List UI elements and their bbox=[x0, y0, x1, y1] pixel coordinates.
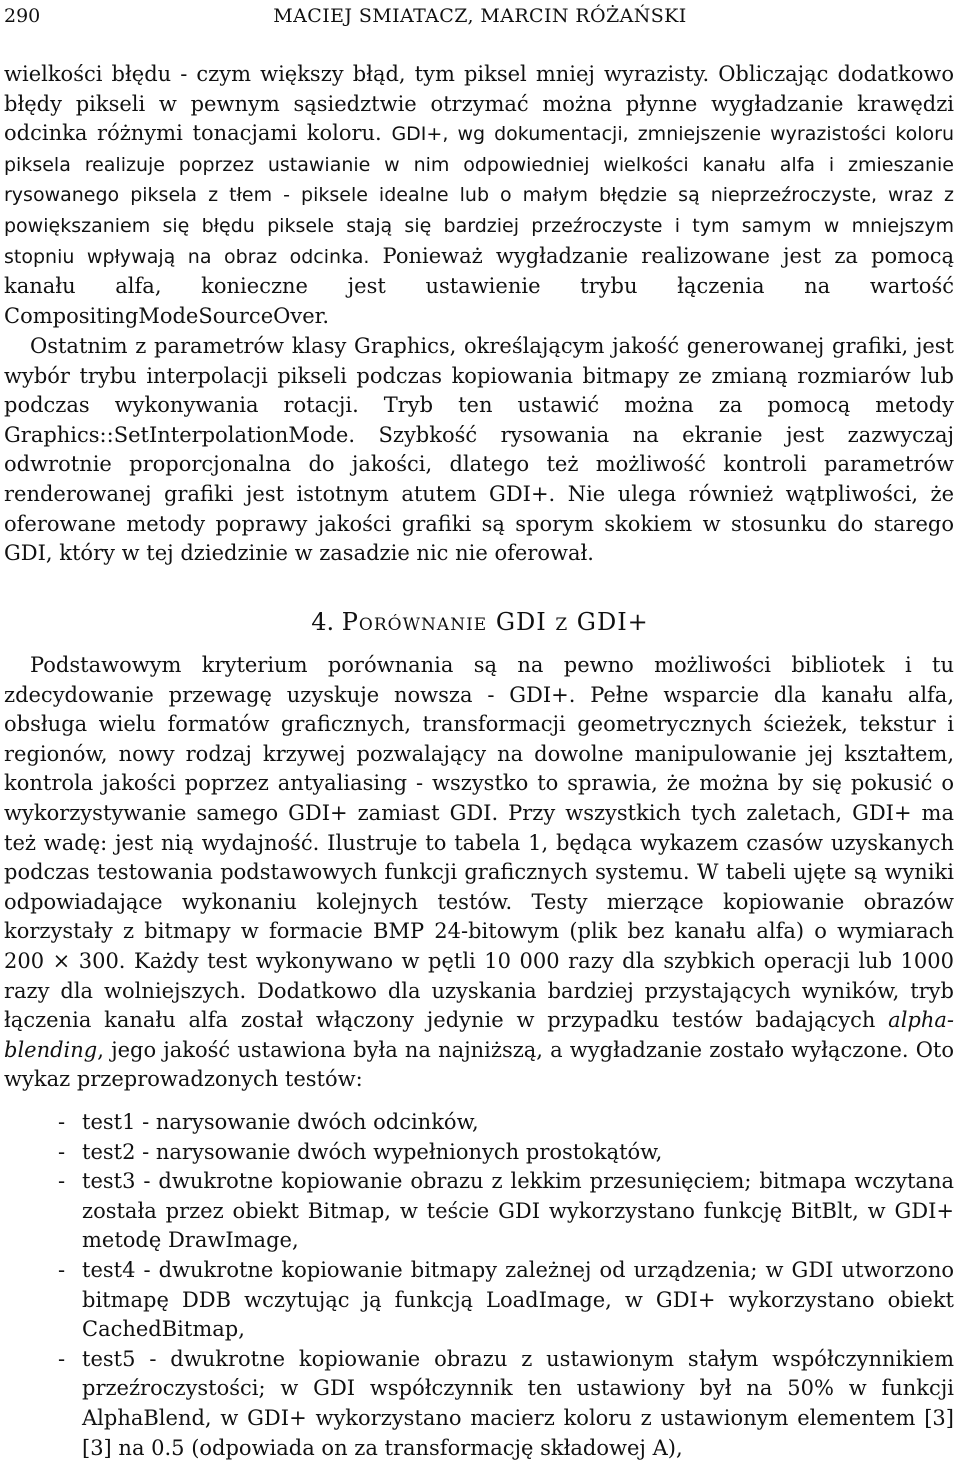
list-item bbox=[0, 1345, 960, 1463]
list-dash: - bbox=[58, 1139, 66, 1164]
list-item bbox=[0, 1167, 960, 1256]
paragraph-text: wielkości błędu - czym większy błąd, tym piksel mniej wyrazisty. Obliczając dodatkowo błędy pikseli w pewnym sąsiedztwie otrzymać można płynne wygładzanie krawędzi odcinka różnymi tonacjami koloru. bbox=[4, 62, 954, 146]
list-dash: - bbox=[58, 1110, 66, 1134]
list-item-text: test5 - dwukrotne kopiowanie obrazu z ustawionym stałym współczynnikiem przeźroczystości; w GDI współczynnik ten ustawiony był na 50% w funkcji AlphaBlend, w GDI+ wykorzystano macierz koloru z ustawionym elementem [3][3] na 0.5 (odpowiada on za transformację składowej A), bbox=[82, 1346, 954, 1460]
test-list bbox=[0, 1108, 960, 1463]
section-heading bbox=[0, 607, 960, 637]
list-item-text: test3 - dwukrotne kopiowanie obrazu z lekkim przesunięciem; bitmapa wczytana została przez obiekt Bitmap, w teście GDI wykorzystano funkcję BitBlt, w GDI+ metodę DrawImage, bbox=[82, 1169, 954, 1253]
list-item bbox=[0, 1256, 960, 1345]
list-dash: - bbox=[58, 1346, 66, 1371]
list-item-text: test2 - narysowanie dwóch wypełnionych prostokątów, bbox=[82, 1139, 663, 1164]
paragraph-text: Ponieważ wygładzanie realizowane jest za pomocą kanału alfa, konieczne jest ustawienie trybu łączenia na wartość CompositingModeSourceOver. bbox=[4, 243, 954, 328]
list-item bbox=[0, 1138, 960, 1168]
paragraph-text-sans: GDI+, wg dokumentacji, zmniejszenie wyrazistości koloru piksela realizuje poprzez ustawianie w nim odpowiedniej wielkości kanału alfa i zmieszanie rysowanego piksela z tłem - piksele idealne lub o małym błędzie są nieprzeźroczyste, wraz z powiększaniem się błędu piksele stają się bardziej przeźroczyste i tym samym w mniejszym stopniu wpływają na obraz odcinka. bbox=[4, 123, 954, 268]
list-item-text: test4 - dwukrotne kopiowanie bitmapy zależnej od urządzenia; w GDI utworzono bitmapę DDB wczytując ją funkcją LoadImage, w GDI+ wykorzystano obiekt CachedBitmap, bbox=[82, 1257, 954, 1342]
paragraph-comparison bbox=[4, 651, 954, 1095]
list-item-text: test1 - narysowanie dwóch odcinków, bbox=[82, 1110, 479, 1134]
paragraph-interpolation: Ostatnim z parametrów klasy Graphics, określającym jakość generowanej grafiki, jest wybór trybu interpolacji pikseli podczas kopiowania bitmapy ze zmianą rozmiarów lub podczas wykonywania rotacji. Tryb ten ustawić można za pomocą metody Graphics::SetInterpolationMode. Szybkość rysowania na ekranie jest zazwyczaj odwrotnie proporcjonalna do jakości, dlatego też możliwość kontroli parametrów renderowanej grafiki jest istotnym atutem GDI+. Nie ulega również wątpliwości, że oferowane metody poprawy jakości grafiki są sporym skokiem w stosunku do starego GDI, który w tej dziedzinie w zasadzie nic nie oferował. bbox=[4, 334, 954, 566]
page-number: 290 bbox=[4, 5, 41, 27]
paragraph-text-italic: alpha-blending bbox=[4, 1008, 954, 1062]
list-dash: - bbox=[58, 1257, 66, 1282]
section-number: 4. bbox=[311, 608, 335, 636]
running-title-authors: MACIEJ SMIATACZ, MARCIN RÓŻAŃSKI bbox=[273, 5, 687, 27]
running-header bbox=[0, 4, 960, 28]
list-dash: - bbox=[58, 1169, 66, 1194]
list-item bbox=[0, 1108, 960, 1138]
section-title: Porównanie GDI z GDI+ bbox=[341, 608, 649, 636]
paragraph-antialiasing bbox=[4, 60, 954, 331]
paragraph-text: , jego jakość ustawiona była na najniższą, a wygładzanie zostało wyłączone. Oto wykaz przeprowadzonych testów: bbox=[4, 1037, 954, 1092]
paragraph-text: Podstawowym kryterium porównania są na pewno możliwości bibliotek i tu zdecydowanie przewagę uzyskuje nowsza - GDI+. Pełne wsparcie dla kanału alfa, obsługa wielu formatów graficznych, transformacji geometrycznych ścieżek, tekstur i regionów, nowy rodzaj krzywej pozwalający na dowolne manipulowanie jej kształtem, kontrola jakości poprzez antyaliasing - wszystko to sprawia, że można by się pokusić o wykorzystywanie samego GDI+ zamiast GDI. Przy wszystkich tych zaletach, GDI+ ma też wadę: jest nią wydajność. Ilustruje to tabela 1, będąca wykazem czasów uzyskanych podczas testowania podstawowych funkcji graficznych systemu. W tabeli ujęte są wyniki odpowiadające wykonaniu kolejnych testów. Testy mierzące kopiowanie obrazów korzystały z bitmapy w formacie BMP 24-bitowym (plik bez kanału alfa) o wymiarach 200 × 300. Każdy test wykonywano w pętli 10 000 razy dla szybkich operacji lub 1000 razy dla wolniejszych. Dodatkowo dla uzyskania bardziej przystających wyników, tryb łączenia kanału alfa został włączony jedynie w przypadku testów badających bbox=[4, 653, 954, 1033]
